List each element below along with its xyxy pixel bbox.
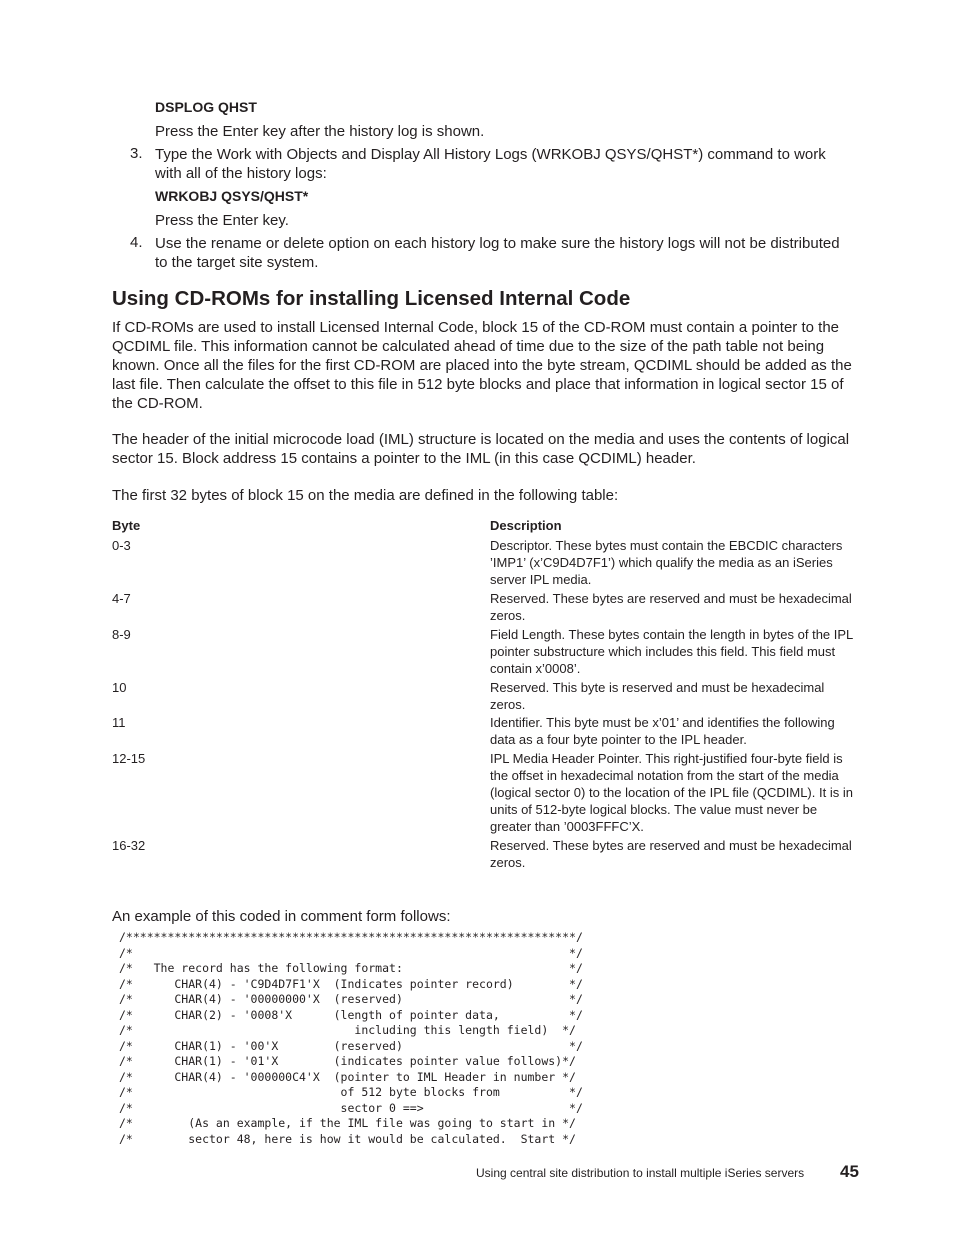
code-block [119, 930, 583, 1147]
example-intro: An example of this coded in comment form follows: [112, 908, 451, 925]
code-line: /* sector 0 ==> */ [119, 1100, 583, 1115]
paragraph-3: The first 32 bytes of block 15 on the media are defined in the following table: [112, 487, 619, 504]
table-row-byte: 11 [112, 715, 126, 730]
table-row-description: Reserved. This byte is reserved and must be hexadecimal zeros. [490, 680, 825, 712]
step3-after-text: Press the Enter key. [155, 212, 289, 229]
table-row-byte: 10 [112, 680, 127, 695]
code-line: /* CHAR(4) - 'C9D4D7F1'X (Indicates pointer record) */ [119, 976, 583, 991]
paragraph-1: If CD-ROMs are used to install Licensed Internal Code, block 15 of the CD-ROM must contain a pointer to the QCDIML file. This information cannot be calculated ahead of time due to the size of the path table not being known. Once all the files for the first CD-ROM are placed into the byte stream, QCDIML should be added as the last file. Then calculate the offset to this file in 512 byte blocks and place that information in logical sector 15 of the CD-ROM. [112, 319, 852, 412]
command-wrkobj: WRKOBJ QSYS/QHST* [155, 188, 309, 204]
table-row-byte: 12-15 [112, 751, 146, 766]
step3-number: 3. [130, 145, 143, 162]
code-line: /* sector 48, here is how it would be calculated. Start */ [119, 1131, 576, 1146]
code-line: /* CHAR(4) - '00000000'X (reserved) */ [119, 992, 583, 1006]
table-row-byte: 0-3 [112, 538, 131, 553]
step2-after-text: Press the Enter key after the history log is shown. [155, 123, 485, 140]
table-row-description: Descriptor. These bytes must contain the EBCDIC characters ’IMP1’ (x’C9D4D7F1’) which qualify the media as an iSeries server IPL media. [490, 538, 843, 587]
section-heading: Using CD-ROMs for installing Licensed Internal Code [112, 287, 631, 310]
table-row-byte: 4-7 [112, 591, 131, 606]
table-row-description: Identifier. This byte must be x’01’ and identifies the following data as a four byte pointer to the IPL header. [490, 715, 835, 747]
step4-number: 4. [130, 234, 143, 251]
page-number: 45 [840, 1162, 859, 1181]
code-line: /* */ [119, 945, 583, 960]
footer-text: Using central site distribution to install multiple iSeries servers [476, 1166, 805, 1180]
code-line: /*****************************************************************/ [119, 930, 583, 944]
code-line: /* CHAR(1) - '00'X (reserved) */ [119, 1038, 583, 1053]
table-row-description: Field Length. These bytes contain the length in bytes of the IPL pointer substructure which includes this field. This field must contain x’0008’. [490, 627, 853, 676]
table-row-description: IPL Media Header Pointer. This right-justified four-byte field is the offset in hexadecimal notation from the start of the media (logical sector 0) to the location of the IPL file (QCDIML). It is in units of 512-byte logical blocks. The value must never be greater than ’0003FFFC’X. [490, 751, 853, 834]
command-dsplog: DSPLOG QHST [155, 99, 257, 115]
paragraph-2: The header of the initial microcode load (IML) structure is located on the media and uses the contents of logical sector 15. Block address 15 contains a pointer to the IML (in this case QCDIML) header. [112, 431, 850, 467]
table-row-byte: 16-32 [112, 838, 146, 853]
code-line: /* The record has the following format: */ [119, 961, 583, 975]
table-header-byte: Byte [112, 518, 141, 533]
code-line: /* (As an example, if the IML file was going to start in */ [119, 1116, 576, 1130]
table-row-description: Reserved. These bytes are reserved and must be hexadecimal zeros. [490, 591, 852, 623]
table-row-byte: 8-9 [112, 627, 131, 642]
code-line: /* CHAR(2) - '0008'X (length of pointer data, */ [119, 1007, 583, 1022]
code-line: /* CHAR(1) - '01'X (indicates pointer value follows)*/ [119, 1054, 576, 1068]
table-header-description: Description [490, 518, 562, 533]
table-row-description: Reserved. These bytes are reserved and must be hexadecimal zeros. [490, 838, 852, 870]
code-line: /* CHAR(4) - '000000C4'X (pointer to IML Header in number */ [119, 1069, 576, 1084]
step4-text: Use the rename or delete option on each history log to make sure the history logs will not be distributed to the target site system. [155, 235, 840, 271]
code-line: /* including this length field) */ [119, 1023, 576, 1037]
step3-text: Type the Work with Objects and Display All History Logs (WRKOBJ QSYS/QHST*) command to work with all of the history logs: [155, 146, 826, 182]
code-line: /* of 512 byte blocks from */ [119, 1085, 583, 1099]
